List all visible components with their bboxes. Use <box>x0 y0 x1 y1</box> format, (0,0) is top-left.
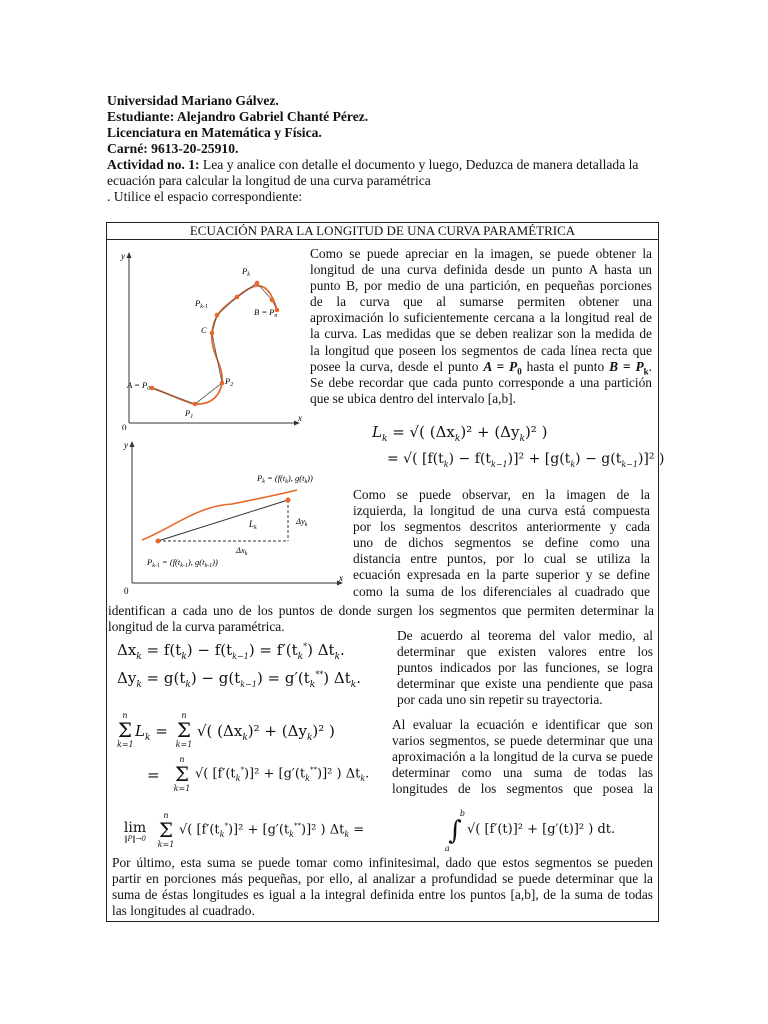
equation-lk-1: $L_k$ = √( $(\Delta x_k)^2 + (\Delta y_k)^2$ ) <box>372 423 548 444</box>
paragraph-2-continued: identifican a cada uno de los puntos de donde surgen los segmentos que permiten determinar la longitud de la curva paramétrica. <box>108 603 654 635</box>
fig2-dx-label: $\Delta x_k$ <box>236 545 248 557</box>
fig1-p2-label: $P_2$ <box>225 376 234 388</box>
fig2-lk-label: $L_k$ <box>249 519 257 531</box>
fig1-origin-label: 0 <box>122 423 127 430</box>
university-name: Universidad Mariano Gálvez. <box>107 93 279 108</box>
figure-parametric-curve <box>112 245 307 430</box>
equation-sum-1: n Σ k=1 $L_k$ = n Σ k=1 √( $(\Delta x_k)^2 + (\Delta y_k)^2$ ) <box>117 711 335 749</box>
paragraph-2: Como se puede observar, en la imagen de la izquierda, la longitud de una curva está compuesta por los segmentos descritos anteriormente y cada uno de dichos segmentos se define como una distancia entre puntos, por lo cual se utiliza la ecuación expresada en la parte superior y se define como la suma de los diferenciales al cuadrado que <box>353 487 650 599</box>
student-name: Estudiante: Alejandro Gabriel Chanté Pérez. <box>107 109 369 124</box>
fig1-y-label: y <box>121 251 125 261</box>
fig1-pk-label: $P_k$ <box>242 266 250 278</box>
activity-line-3: . Utilice el espacio correspondiente: <box>107 189 303 204</box>
fig1-x-label: x <box>298 413 302 423</box>
fig2-origin-label: 0 <box>124 586 129 596</box>
fig2-x-label: x <box>339 573 343 583</box>
derivation-box <box>106 222 665 922</box>
equation-lk-2: = √( $[f(t_k) - f(t_{k-1})]^2 + [g(t_k) - g(t_{k-1})]^2$ ) <box>387 451 665 469</box>
degree: Licenciatura en Matemática y Física. <box>107 125 322 140</box>
fig1-pk1-label: $P_{k-1}$ <box>195 298 208 310</box>
activity-line-2: ecuación para calcular la longitud de una curva paramétrica <box>107 173 431 188</box>
fig2-dy-label: $\Delta y_k$ <box>296 516 308 528</box>
fig1-b-label: $B = P_n$ <box>254 307 278 319</box>
equation-limit-integral: lim ‖P‖→0 n Σ k=1 √( $[f'(t_k^*)]^2 + [g'(t_k^{**})]^2$ ) $\Delta t_k$ = b ∫ a √( [f′(t)]² + [g′(t)]² ) dt. <box>123 809 616 853</box>
paragraph-1: Como se puede apreciar en la imagen, se puede obtener la longitud de una curva definida desde un punto A hasta un punto B, por medio de una partición, en pequeñas porciones de la curva que al sumarse permiten obtener una aproximación lo suficientemente cercana a la longitud real de la curva. Las medidas que se deben realizar son la medida de la longitud que poseen los segmentos de cada línea recta que posee la curva, desde el punto $A = P_0$ hasta el punto $B = P_k$. Se debe recordar que cada punto corresponde a una partición que se ubica dentro del intervalo [a,b]. <box>310 246 653 406</box>
fig2-y-label: y <box>124 440 128 450</box>
activity-line-1 <box>107 157 638 173</box>
paragraph-3: De acuerdo al teorema del valor medio, al determinar que existen valores entre los puntos indicados por las funciones, se logra determinar que existe una pendiente que pasa por cada uno sin repetir su trayectoria. <box>397 628 653 708</box>
figure-segment <box>112 436 352 604</box>
equation-dy: $\Delta y_k = g(t_k) - g(t_{k-1}) = g'(t_k^{**})$ $\Delta t_k$. <box>117 669 361 690</box>
paragraph-1-points-line: posee la curva, desde el punto $A = P_0$ hasta el punto $B = P_k$. <box>310 358 653 377</box>
fig2-pk1-label: $P_{k-1} = (f(t_{k-1})$, $g(t_{k-1})$) <box>147 557 218 569</box>
equation-sum-2: = n Σ k=1 √( $[f'(t_k^*)]^2 + [g'(t_k^{**})]^2$ ) $\Delta t_k$. <box>147 755 370 793</box>
fig1-c-label: C <box>201 325 207 335</box>
carne: Carné: 9613-20-25910. <box>107 141 239 156</box>
fig2-pk-label: $P_k = (f(t_k)$, $g(t_k)$) <box>257 473 313 485</box>
activity-text-1: Lea y analice con detalle el documento y luego, Deduzca de manera detallada la <box>199 157 639 172</box>
box-title: ECUACIÓN PARA LA LONGITUD DE UNA CURVA PARAMÉTRICA <box>107 223 658 240</box>
paragraph-5: Por último, esta suma se puede tomar como infinitesimal, dado que estos segmentos se pueden partir en porciones más pequeñas, por ello, al analizar a profundidad se puede determinar que la suma de éstas longitudes es igual a la integral definida entre los puntos [a,b], de la suma de todas las longitudes al cuadrado. <box>112 855 653 919</box>
fig1-p1-label: $P_1$ <box>185 408 194 420</box>
activity-label: Actividad no. 1: <box>107 157 200 172</box>
fig2-curve <box>142 490 297 540</box>
fig2-chord <box>158 500 288 541</box>
equation-dx: $\Delta x_k = f(t_k) - f(t_{k-1}) = f'(t_k^*)$ $\Delta t_k$. <box>117 641 345 662</box>
fig1-polygon <box>152 283 277 404</box>
fig1-a-label: $A = P_0$ <box>127 380 151 392</box>
paragraph-4: Al evaluar la ecuación e identificar que son varios segmentos, se puede determinar que una aproximación a la longitud de la curva se puede determinar como una suma de todas las longitudes de los segmentos que posea la <box>392 717 653 797</box>
